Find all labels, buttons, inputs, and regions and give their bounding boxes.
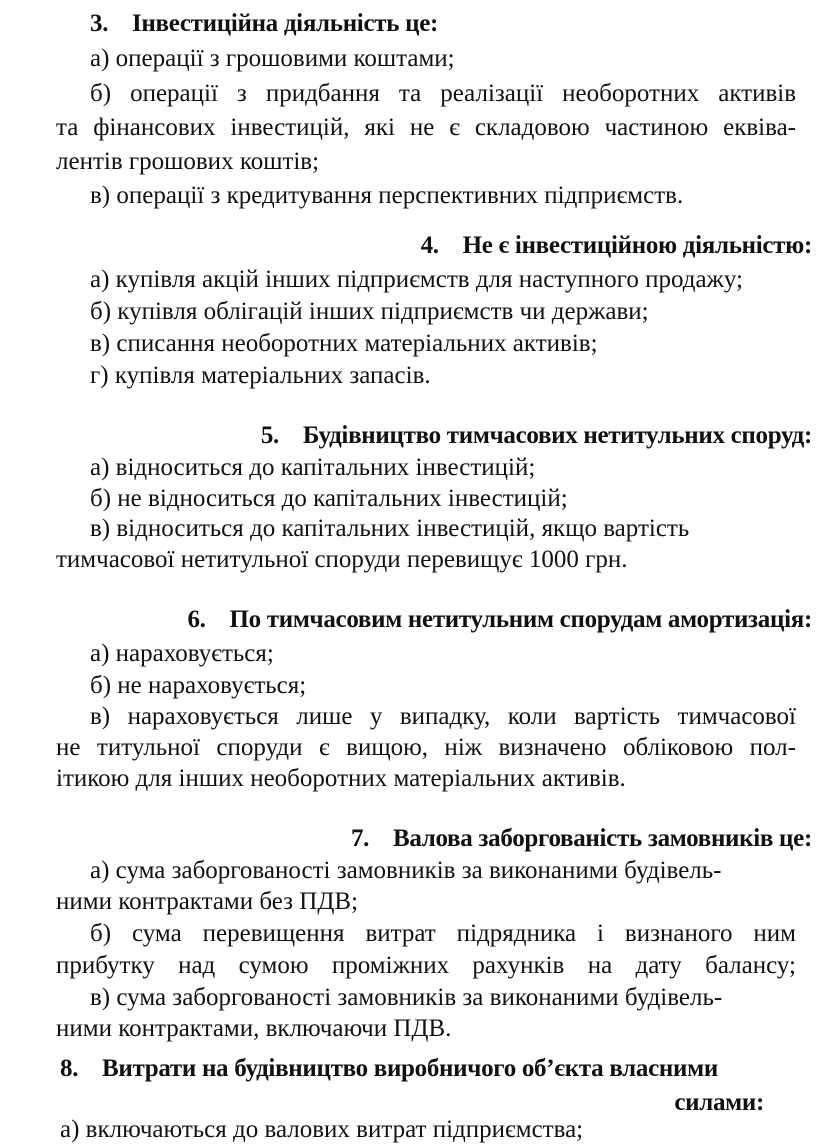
answer-line: в) сума заборгованості замовників за виконаними будівель- xyxy=(90,984,723,1011)
answer-line: лентів грошових коштів; xyxy=(56,148,320,175)
question-number: 8. xyxy=(60,1055,79,1082)
answer-line: в) нараховується лише у випадку, коли вартість тимчасової xyxy=(90,703,796,730)
question-number: 5. xyxy=(260,422,280,449)
answer-line: ітикою для інших необоротних матеріальних активів. xyxy=(56,765,626,792)
answer-line: б) купівля облігацій інших підприємств чи держави; xyxy=(90,298,649,325)
question-7-title xyxy=(351,823,812,855)
question-number: 7. xyxy=(350,825,370,852)
answer-line: а) сума заборгованості замовників за виконаними будівель- xyxy=(90,857,722,884)
question-6-title xyxy=(187,604,812,636)
answer-line: б) операції з придбання та реалізації необоротних активів xyxy=(90,80,796,107)
question-text: Будівництво тимчасових нетитульних споруд: xyxy=(302,422,812,449)
answer-line: б) сума перевищення витрат підрядника і визнаного ним xyxy=(90,920,796,947)
question-8-title xyxy=(60,1053,816,1085)
question-number: 4. xyxy=(420,232,439,259)
answer-line: б) не відноситься до капітальних інвестицій; xyxy=(90,485,568,512)
answer-line: прибутку над сумою проміжних рахунків на дату балансу; xyxy=(56,952,796,979)
answer-line: а) купівля акцій інших підприємств для наступного продажу; xyxy=(90,266,743,293)
answer-line: б) не нараховується; xyxy=(90,672,307,699)
question-8-title-continued: силами: xyxy=(674,1089,764,1116)
answer-line: а) операції з грошовими коштами; xyxy=(90,45,455,72)
question-text: Інвестиційна діяльність це: xyxy=(132,10,439,37)
question-number: 3. xyxy=(90,10,109,37)
answer-line: г) купівля матеріальних запасів. xyxy=(90,362,431,389)
answer-line: не титульної споруди є вищою, ніж визначено обліковою пол- xyxy=(56,734,796,761)
answer-line: в) списання необоротних матеріальних активів; xyxy=(90,330,598,357)
question-text: Витрати на будівництво виробничого об’єкта власними xyxy=(102,1055,718,1082)
answer-line: в) операції з кредитування перспективних підприємств. xyxy=(90,182,684,209)
answer-line: в) відноситься до капітальних інвестицій, якщо вартість xyxy=(90,515,690,542)
question-5-title xyxy=(261,420,812,452)
question-text: Не є інвестиційною діяльністю: xyxy=(462,232,812,259)
question-text: Валова заборгованість замовників це: xyxy=(392,825,812,852)
answer-line: ними контрактами, включаючи ПДВ. xyxy=(56,1015,452,1042)
answer-line: а) нараховується; xyxy=(90,640,274,667)
answer-line: а) відноситься до капітальних інвестицій; xyxy=(90,454,536,481)
answer-line: ними контрактами без ПДВ; xyxy=(56,888,359,915)
question-4-title xyxy=(421,230,812,262)
question-3-title xyxy=(90,8,816,40)
answer-line: тимчасової нетитульної споруди перевищує 1000 грн. xyxy=(56,546,628,573)
question-text: По тимчасовим нетитульним спорудам амортизація: xyxy=(229,606,812,633)
answer-line: а) включаються до валових витрат підприємства; xyxy=(60,1116,584,1143)
question-number: 6. xyxy=(187,606,206,633)
answer-line: та фінансових інвестицій, які не є складовою частиною еквіва- xyxy=(56,114,796,141)
